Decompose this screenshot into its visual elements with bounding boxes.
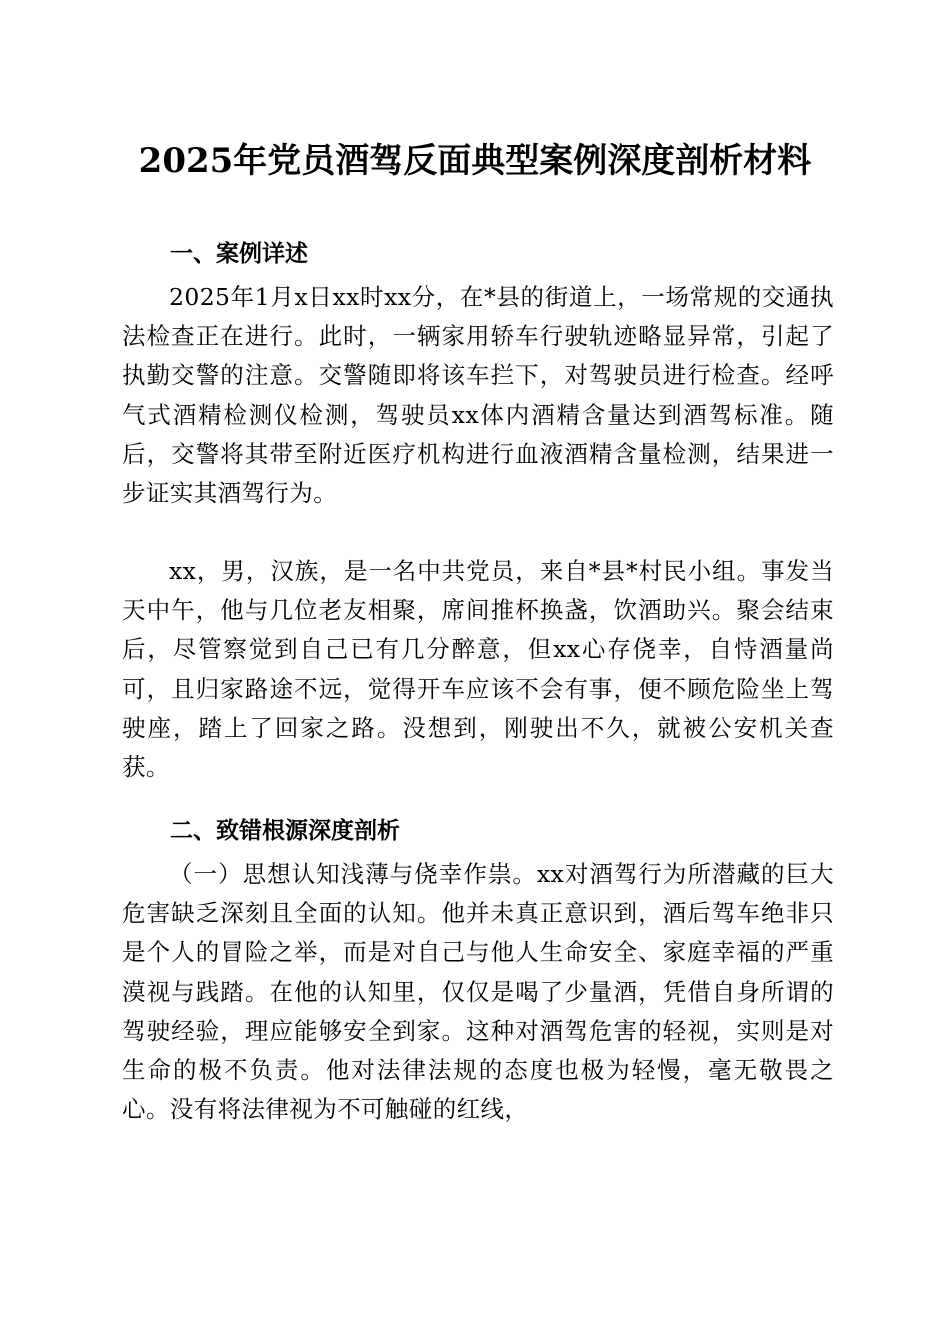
section-heading-root-cause: 二、致错根源深度剖析: [170, 818, 400, 844]
paragraph-case-incident: 2025年1月x日xx时xx分，在*县的街道上，一场常规的交通执法检查正在进行。此时，一辆家用轿车行驶轨迹略显异常，引起了执勤交警的注意。交警随即将该车拦下，对驾驶员进行检查。经呼气式酒精检测仪检测，驾驶员xx体内酒精含量达到酒驾标准。随后，交警将其带至附近医疗机构进行血液酒精含量检测，结果进一步证实其酒驾行为。: [122, 283, 834, 508]
paragraph-cause-cognition: （一）思想认知浅薄与侥幸作祟。xx对酒驾行为所潜藏的巨大危害缺乏深刻且全面的认知。他并未真正意识到，酒后驾车绝非只是个人的冒险之举，而是对自己与他人生命安全、家庭幸福的严重漠视与践踏。在他的认知里，仅仅是喝了少量酒，凭借自身所谓的驾驶经验，理应能够安全到家。这种对酒驾危害的轻视，实则是对生命的极不负责。他对法律法规的态度也极为轻慢，毫无敬畏之心。没有将法律视为不可触碰的红线，: [122, 860, 834, 1124]
document-title: 2025年党员酒驾反面典型案例深度剖析材料: [138, 141, 812, 181]
paragraph-case-background: xx，男，汉族，是一名中共党员，来自*县*村民小组。事发当天中午，他与几位老友相聚，席间推杯换盏，饮酒助兴。聚会结束后，尽管察觉到自己已有几分醉意，但xx心存侥幸，自恃酒量尚可，且归家路途不远，觉得开车应该不会有事，便不顾危险坐上驾驶座，踏上了回家之路。没想到，刚驶出不久，就被公安机关查获。: [122, 557, 834, 782]
section-heading-case-details: 一、案例详述: [170, 241, 308, 267]
